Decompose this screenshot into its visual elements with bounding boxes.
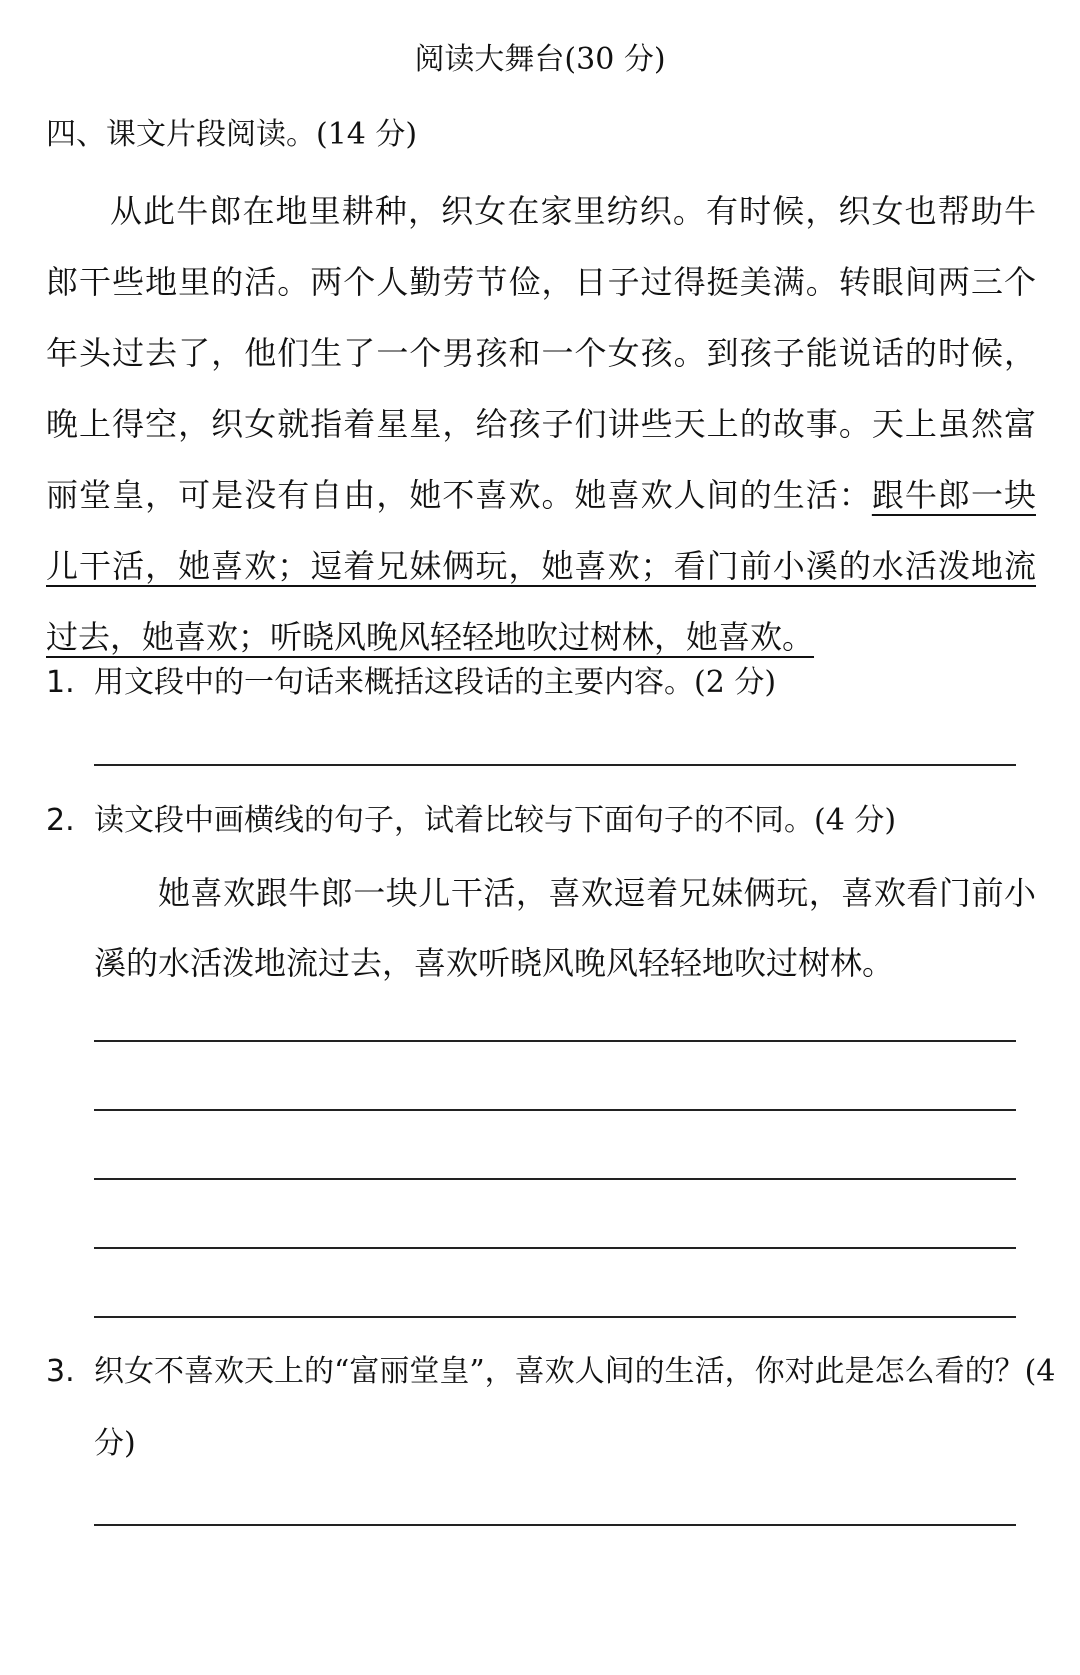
- question-number: 3.: [46, 1354, 75, 1389]
- section-heading: 四、课文片段阅读。(14 分): [46, 117, 418, 152]
- answer-line[interactable]: [94, 764, 1016, 766]
- reading-passage: [46, 176, 1036, 673]
- comparison-sentence: 她喜欢跟牛郎一块儿干活，喜欢逗着兄妹俩玩，喜欢看门前小溪的水活泼地流过去，喜欢听晓风晚风轻轻地吹过树林。: [94, 874, 1036, 982]
- answer-line[interactable]: [94, 1247, 1016, 1249]
- question-number: 2.: [46, 803, 75, 838]
- question-text: 织女不喜欢天上的“富丽堂皇”，喜欢人间的生活，你对此是怎么看的？(4 分): [94, 1354, 1056, 1461]
- question-2: [46, 785, 1036, 857]
- question-text: 读文段中画横线的句子，试着比较与下面句子的不同。(4 分): [94, 803, 897, 838]
- answer-line[interactable]: [94, 1109, 1016, 1111]
- passage-text: 从此牛郎在地里耕种，织女在家里纺织。有时候，织女也帮助牛郎干些地里的活。两个人勤劳节俭，日子过得挺美满。转眼间两三个年头过去了，他们生了一个男孩和一个女孩。到孩子能说话的时候，晚上得空，织女就指着星星，给孩子们讲些天上的故事。天上虽然富丽堂皇，可是没有自由，她不喜欢。她喜欢人间的生活：: [46, 192, 1036, 514]
- question-number: 1.: [46, 665, 75, 700]
- page-title: 阅读大舞台(30 分): [414, 42, 666, 77]
- question-text: 用文段中的一句话来概括这段话的主要内容。(2 分): [94, 665, 777, 700]
- question-1: [46, 647, 1036, 719]
- answer-line[interactable]: [94, 1178, 1016, 1180]
- passage-underlined-sentence: 跟牛郎一块儿干活，她喜欢；逗着兄妹俩玩，她喜欢；看门前小溪的水活泼地流过去，她喜欢；听晓风晚风轻轻地吹过树林，她喜欢。: [46, 476, 1036, 656]
- answer-line[interactable]: [94, 1040, 1016, 1042]
- answer-line[interactable]: [94, 1524, 1016, 1526]
- question-3: [46, 1336, 1080, 1480]
- answer-line[interactable]: [94, 1316, 1016, 1318]
